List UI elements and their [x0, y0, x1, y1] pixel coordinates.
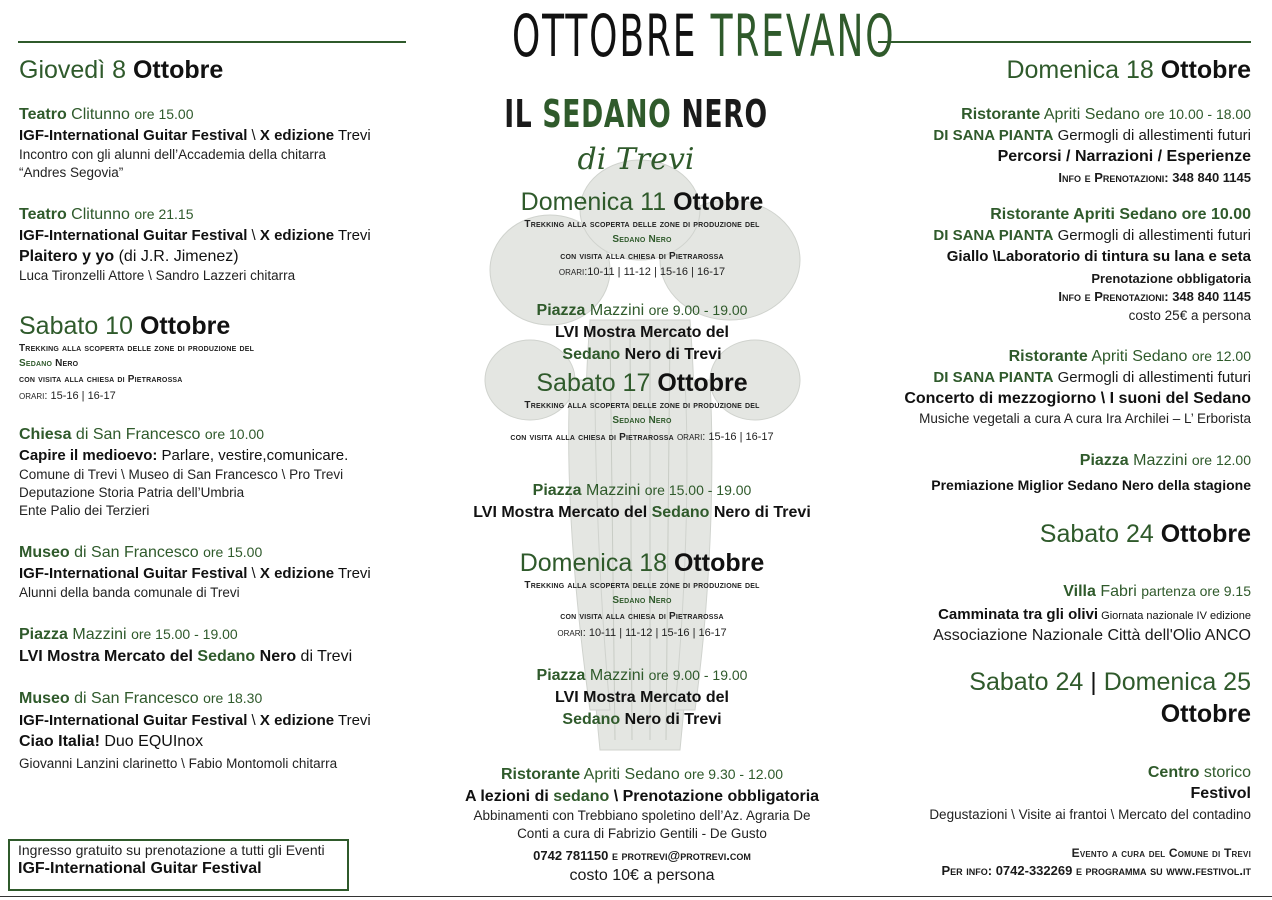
- right-event-4-venue: Piazza Mazzini ore 12.00: [1079, 452, 1251, 469]
- center-trek2-line-3: con visita alla chiesa di Pietrarossa orari: 15-16 | 16-17: [510, 431, 774, 443]
- center-trek1-line-3: con visita alla chiesa di Pietrarossa: [560, 251, 724, 262]
- right-event-1-title: Percorsi / Narrazioni / Esperienze: [997, 148, 1251, 165]
- left-event-3-title: Capire il medioevo: Parlare, vestire,comunicare.: [19, 447, 349, 464]
- subtitle-script: di Trevi: [577, 142, 695, 177]
- top-rule-left: [18, 41, 406, 43]
- left-event-3-line-1: Comune di Trevi \ Museo di San Francesco \ Pro Trevi: [19, 467, 344, 482]
- subtitle-il: IL: [504, 92, 533, 136]
- left-event-2-line-1: Luca Tironzelli Attore \ Sandro Lazzeri chitarra: [19, 268, 296, 283]
- right-day-1: Domenica 18 Ottobre: [1006, 56, 1251, 84]
- right-event-2-cost: costo 25€ a persona: [1128, 308, 1251, 323]
- right-footer-line-1: Evento a cura del Comune di Trevi: [1071, 846, 1251, 860]
- free-entry-line-1: Ingresso gratuito su prenotazione a tutti gli Eventi: [18, 842, 325, 858]
- subtitle-sedano: SEDANO: [542, 92, 672, 136]
- center-day-3: Domenica 18 Ottobre: [519, 549, 765, 577]
- right-event-3-sana: DI SANA PIANTA Germogli di allestimenti futuri: [933, 369, 1251, 386]
- left-event-1-line-2: “Andres Segovia”: [19, 165, 124, 180]
- right-event-6-line-1: Degustazioni \ Visite ai frantoi \ Mercato del contadino: [929, 807, 1251, 822]
- center-event-1-venue: Piazza Mazzini ore 9.00 - 19.00: [536, 302, 748, 319]
- title-trevano: TREVANO: [710, 2, 896, 70]
- right-day-2: Sabato 24 Ottobre: [1039, 520, 1251, 548]
- right-footer-line-2: Per info: 0742-332269 e programma su www.festivol.it: [941, 863, 1251, 878]
- right-event-2-venue: Ristorante Apriti Sedano ore 10.00: [990, 206, 1251, 223]
- right-event-1-info: Info e Prenotazioni: 348 840 1145: [1058, 170, 1251, 185]
- left-event-4-title: IGF-International Guitar Festival \ X edizione Trevi: [19, 565, 371, 582]
- center-trek3-line-2: Sedano Nero: [612, 595, 672, 606]
- right-day-3-month: Ottobre: [1160, 700, 1251, 728]
- subtitle: [436, 92, 836, 136]
- left-event-6-play: Ciao Italia! Duo EQUInox: [19, 733, 204, 750]
- right-event-3-venue: Ristorante Apriti Sedano ore 12.00: [1008, 348, 1251, 365]
- left-trek-line-1: Trekking alla scoperta delle zone di produzione del: [19, 343, 255, 354]
- left-event-6-title: IGF-International Guitar Festival \ X edizione Trevi: [19, 712, 371, 729]
- right-event-4-title: Premiazione Miglior Sedano Nero della stagione: [931, 477, 1251, 493]
- left-event-1-line-1: Incontro con gli alunni dell’Accademia della chitarra: [19, 147, 326, 162]
- right-event-2-sana: DI SANA PIANTA Germogli di allestimenti futuri: [933, 227, 1251, 244]
- right-event-1-venue: Ristorante Apriti Sedano ore 10.00 - 18.00: [961, 106, 1251, 123]
- left-event-1-venue: Teatro Clitunno ore 15.00: [19, 106, 194, 123]
- right-event-1-sana: DI SANA PIANTA Germogli di allestimenti futuri: [933, 127, 1251, 144]
- right-day-3: Sabato 24 | Domenica 25: [969, 668, 1251, 696]
- left-event-1-title: IGF-International Guitar Festival \ X edizione Trevi: [19, 127, 371, 144]
- center-trek1-line-1: Trekking alla scoperta delle zone di produzione del: [524, 219, 760, 230]
- right-event-3-line-1: Musiche vegetali a cura A cura Ira Archilei – L’ Erborista: [919, 411, 1251, 426]
- center-event-4-contact: 0742 781150 e protrevi@protrevi.com: [533, 848, 751, 863]
- bottom-rule: [0, 896, 1272, 897]
- left-event-3-line-3: Ente Palio dei Terzieri: [19, 503, 150, 518]
- center-event-2-line-1: LVI Mostra Mercato del Sedano Nero di Trevi: [473, 504, 811, 521]
- center-event-4-line-1: Abbinamenti con Trebbiano spoletino dell’Az. Agraria De: [473, 808, 811, 823]
- free-entry-line-2: IGF-International Guitar Festival: [18, 860, 262, 877]
- center-trek3-line-4: orari: 10-11 | 11-12 | 15-16 | 16-17: [557, 627, 727, 639]
- center-event-1-line-1: LVI Mostra Mercato del: [555, 324, 729, 341]
- center-trek1-line-2: Sedano Nero: [612, 234, 672, 245]
- center-trek2-line-1: Trekking alla scoperta delle zone di produzione del: [524, 400, 760, 411]
- right-event-6-title: Festivol: [1190, 785, 1251, 802]
- right-event-5-line-1: Associazione Nazionale Città dell'Olio ANCO: [933, 627, 1251, 644]
- center-event-4-title: A lezioni di sedano \ Prenotazione obbligatoria: [464, 788, 820, 805]
- right-event-5-title: Camminata tra gli olivi Giornata nazionale IV edizione: [938, 606, 1251, 623]
- festival-title: [436, 2, 896, 70]
- right-event-3-title: Concerto di mezzogiorno \ I suoni del Sedano: [904, 390, 1251, 407]
- left-event-2-venue: Teatro Clitunno ore 21.15: [19, 206, 194, 223]
- right-event-2-info: Info e Prenotazioni: 348 840 1145: [1058, 289, 1251, 304]
- left-event-4-venue: Museo di San Francesco ore 15.00: [19, 544, 263, 561]
- left-event-5-title: LVI Mostra Mercato del Sedano Nero di Trevi: [19, 648, 353, 665]
- center-event-4-cost: costo 10€ a persona: [569, 867, 715, 884]
- right-event-2-title: Giallo \Laboratorio di tintura su lana e seta: [946, 248, 1251, 265]
- center-event-1-line-2: Sedano Nero di Trevi: [562, 346, 722, 363]
- center-event-2-venue: Piazza Mazzini ore 15.00 - 19.00: [532, 482, 752, 499]
- right-event-6-venue: Centro storico: [1147, 764, 1251, 781]
- left-day-2: Sabato 10 Ottobre: [19, 312, 231, 340]
- center-trek3-line-3: con visita alla chiesa di Pietrarossa: [560, 611, 724, 622]
- left-event-3-line-2: Deputazione Storia Patria dell’Umbria: [19, 485, 245, 500]
- title-ottobre: OTTOBRE: [512, 2, 698, 70]
- left-event-5-venue: Piazza Mazzini ore 15.00 - 19.00: [19, 626, 238, 643]
- left-event-6-line-1: Giovanni Lanzini clarinetto \ Fabio Montomoli chitarra: [19, 756, 338, 771]
- center-event-4-venue: Ristorante Apriti Sedano ore 9.30 - 12.00: [500, 766, 784, 783]
- right-event-5-venue: Villa Fabri partenza ore 9.15: [1063, 583, 1251, 600]
- top-rule-right: [878, 41, 1251, 43]
- center-event-4-line-2: Conti a cura di Fabrizio Gentili - De Gusto: [517, 826, 767, 841]
- center-trek3-line-1: Trekking alla scoperta delle zone di produzione del: [524, 580, 760, 591]
- left-trek-line-4: orari: 15-16 | 16-17: [19, 390, 116, 402]
- center-event-3-line-1: LVI Mostra Mercato del: [555, 689, 729, 706]
- center-trek2-line-2: Sedano Nero: [612, 415, 672, 426]
- left-event-6-venue: Museo di San Francesco ore 18.30: [19, 690, 263, 707]
- left-day-1: Giovedì 8 Ottobre: [19, 56, 224, 84]
- left-trek-line-2: Sedano Nero: [19, 358, 79, 369]
- center-day-1: Domenica 11 Ottobre: [520, 188, 764, 216]
- left-event-2-title: IGF-International Guitar Festival \ X edizione Trevi: [19, 227, 371, 244]
- center-event-3-venue: Piazza Mazzini ore 9.00 - 19.00: [536, 667, 748, 684]
- left-event-2-play: Plaitero y yo (di J.R. Jimenez): [19, 248, 239, 265]
- left-trek-line-3: con visita alla chiesa di Pietrarossa: [19, 374, 183, 385]
- center-day-2: Sabato 17 Ottobre: [536, 369, 748, 397]
- left-event-3-venue: Chiesa di San Francesco ore 10.00: [19, 426, 265, 443]
- left-event-4-line-1: Alunni della banda comunale di Trevi: [19, 585, 240, 600]
- right-event-2-booking: Prenotazione obbligatoria: [1091, 271, 1251, 286]
- center-trek1-line-4: orari:10-11 | 11-12 | 15-16 | 16-17: [558, 266, 726, 278]
- subtitle-nero: NERO: [681, 92, 768, 136]
- center-event-3-line-2: Sedano Nero di Trevi: [562, 711, 722, 728]
